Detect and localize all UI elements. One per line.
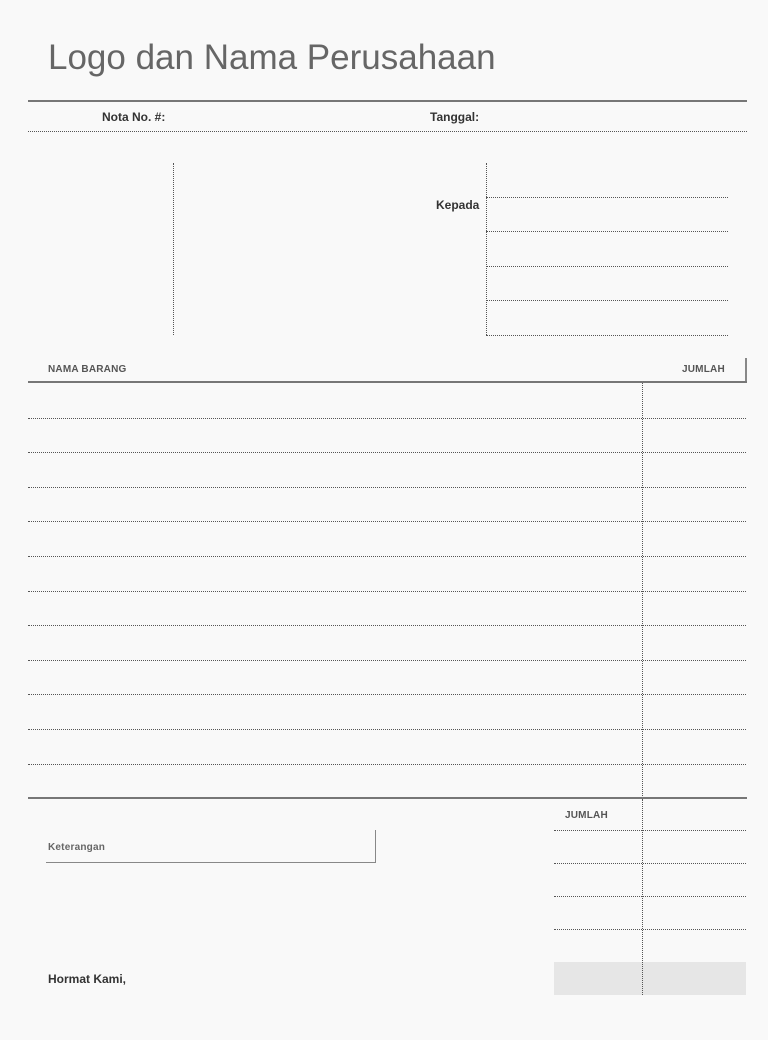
recipient-line[interactable] [486, 300, 728, 301]
summary-line[interactable] [554, 863, 746, 864]
qty-column-divider [642, 383, 643, 798]
grand-total-divider [642, 962, 643, 995]
item-row-line[interactable] [28, 487, 746, 488]
nota-number-label: Nota No. #: [102, 110, 166, 124]
notes-label: Keterangan [48, 842, 106, 853]
item-row-line[interactable] [28, 625, 746, 626]
table-header-divider [28, 381, 747, 383]
item-row-line[interactable] [28, 521, 746, 522]
company-logo-name: Logo dan Nama Perusahaan [48, 38, 496, 77]
item-row-line[interactable] [28, 764, 746, 765]
item-row-line[interactable] [28, 729, 746, 730]
sender-address-divider [173, 163, 174, 335]
item-row-line[interactable] [28, 556, 746, 557]
item-qty-header: JUMLAH [682, 364, 725, 375]
summary-line[interactable] [554, 929, 746, 930]
notes-box-bottom [46, 862, 376, 863]
item-row-line[interactable] [28, 591, 746, 592]
table-bottom-divider [28, 797, 747, 799]
grand-total-cell[interactable] [554, 962, 746, 995]
recipient-line[interactable] [486, 335, 728, 336]
notes-box-right [375, 830, 376, 863]
summary-line[interactable] [554, 830, 746, 831]
recipient-line[interactable] [486, 266, 728, 267]
item-row-line[interactable] [28, 452, 746, 453]
item-name-header: NAMA BARANG [48, 364, 127, 375]
summary-line[interactable] [554, 896, 746, 897]
recipient-label: Kepada [436, 198, 480, 212]
table-header-right-border [745, 358, 747, 383]
date-label: Tanggal: [430, 110, 480, 124]
item-row-line[interactable] [28, 418, 746, 419]
header-divider [28, 100, 747, 102]
total-label: JUMLAH [565, 810, 608, 821]
signature-label: Hormat Kami, [48, 972, 127, 986]
recipient-field-border [486, 163, 487, 335]
recipient-line[interactable] [486, 231, 728, 232]
recipient-line[interactable] [486, 197, 728, 198]
item-row-line[interactable] [28, 694, 746, 695]
meta-row-divider [28, 131, 747, 132]
item-row-line[interactable] [28, 660, 746, 661]
